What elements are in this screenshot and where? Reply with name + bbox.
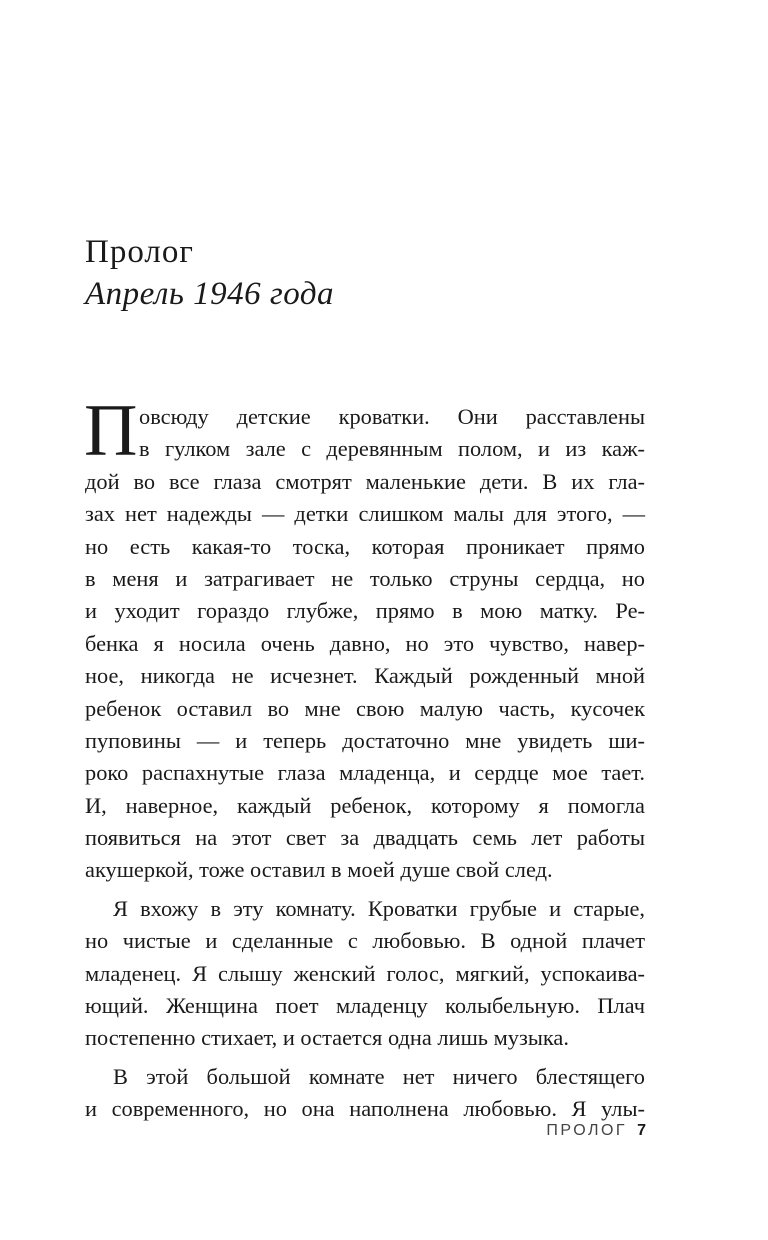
text-line: но есть какая-то тоска, которая проникает прямо bbox=[85, 533, 645, 559]
text-line: Я вхожу в эту комнату. Кроватки грубые и старые, bbox=[113, 895, 645, 921]
chapter-subtitle: Апрель 1946 года bbox=[85, 276, 335, 312]
text-line: пуповины — и теперь достаточно мне увидеть ши- bbox=[85, 727, 645, 753]
text-line: зах нет надежды — детки слишком малы для этого, — bbox=[85, 501, 645, 527]
chapter-title: Пролог bbox=[85, 234, 194, 270]
page-number: 7 bbox=[637, 1122, 646, 1139]
text-line: овсюду детские кроватки. Они расставлены bbox=[139, 404, 645, 429]
text-line: и уходит гораздо глубже, прямо в мою матку. Ре- bbox=[85, 598, 645, 624]
text-line: и современного, но она наполнена любовью. Я улы- bbox=[85, 1096, 645, 1122]
drop-cap: П bbox=[84, 390, 138, 472]
text-line: роко распахнутые глаза младенца, и сердце мое тает. bbox=[85, 760, 645, 786]
text-line: дой во все глаза смотрят маленькие дети. В их гла- bbox=[85, 468, 645, 494]
text-line: в меня и затрагивает не только струны сердца, но bbox=[85, 565, 645, 591]
text-line: ребенок оставил во мне свою малую часть, кусочек bbox=[85, 695, 645, 721]
text-line: появиться на этот свет за двадцать семь лет работы bbox=[85, 825, 645, 851]
text-line: ющий. Женщина поет младенцу колыбельную. Плач bbox=[85, 993, 645, 1019]
text-line: акушеркой, тоже оставил в моей душе свой след. bbox=[85, 857, 553, 883]
text-line: бенка я носила очень давно, но это чувство, навер- bbox=[85, 630, 645, 656]
text-line: постепенно стихает, и остается одна лишь музыка. bbox=[85, 1025, 569, 1051]
page-footer bbox=[546, 1122, 646, 1140]
text-line: младенец. Я слышу женский голос, мягкий, успокаива- bbox=[85, 960, 645, 986]
text-line: И, наверное, каждый ребенок, которому я помогла bbox=[85, 792, 645, 818]
text-line: ное, никогда не исчезнет. Каждый рожденный мной bbox=[85, 663, 645, 689]
text-line: В этой большой комнате нет ничего блестящего bbox=[113, 1063, 645, 1089]
body-text bbox=[85, 401, 645, 1126]
text-line: в гулком зале с деревянным полом, и из каж- bbox=[139, 436, 645, 462]
running-head: ПРОЛОГ bbox=[546, 1122, 628, 1139]
text-line: но чистые и сделанные с любовью. В одной плачет bbox=[85, 928, 645, 954]
